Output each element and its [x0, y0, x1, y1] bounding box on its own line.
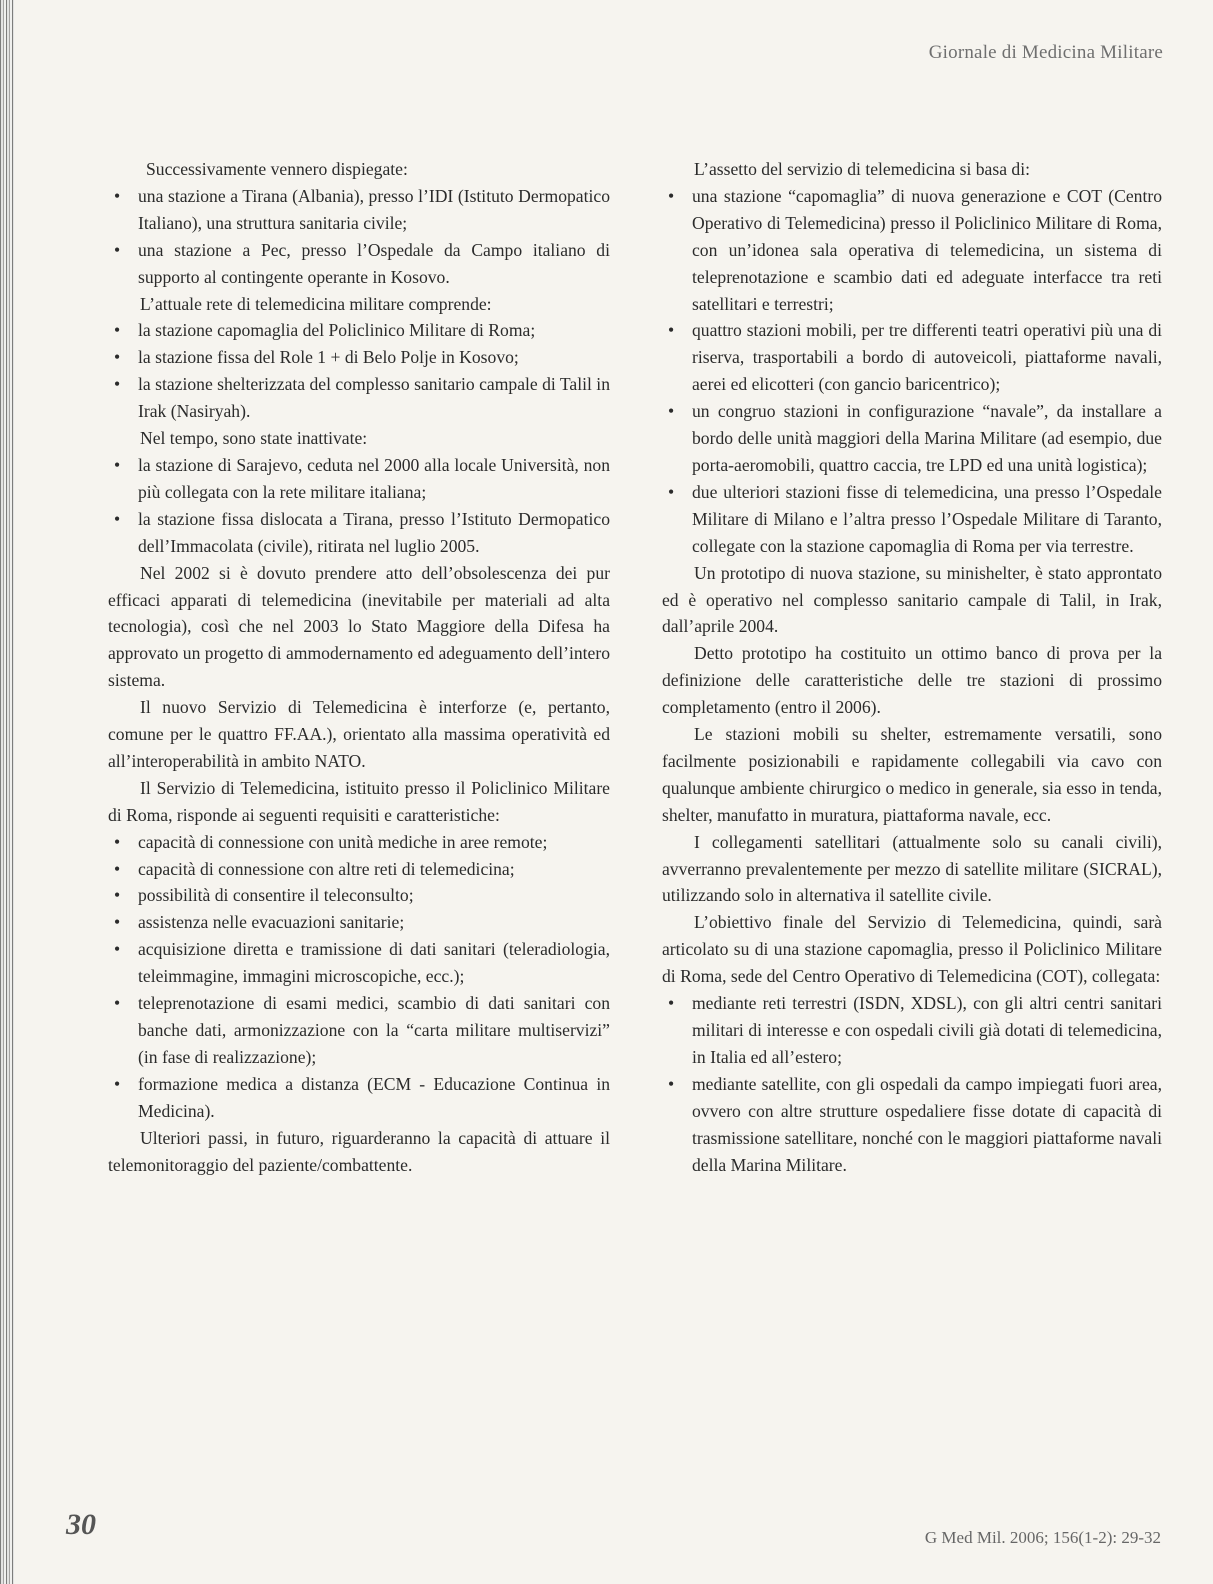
left-column	[108, 156, 610, 1178]
list-item: • una stazione a Pec, presso l’Ospedale da Campo italiano di supporto al contingente operante in Kosovo.	[108, 237, 610, 291]
list-item: • capacità di connessione con altre reti di telemedicina;	[108, 856, 610, 883]
page-binding-edge	[0, 0, 14, 1584]
paragraph: Un prototipo di nuova stazione, su minishelter, è stato approntato ed è operativo nel complesso sanitario campale di Talil, in Irak, dall’aprile 2004.	[662, 562, 1162, 637]
paragraph: Le stazioni mobili su shelter, estremamente versatili, sono facilmente posizionabili e rapidamente collegabili via cavo con qualunque ambiente chirurgico o medico in generale, sia esso in tenda, shelter, manufatto in muratura, piattaforma navale, ecc.	[662, 724, 1162, 825]
list-item: • la stazione fissa dislocata a Tirana, presso l’Istituto Dermopatico dell’Immacolata (civile), ritirata nel luglio 2005.	[108, 506, 610, 560]
list-item: • la stazione di Sarajevo, ceduta nel 2000 alla locale Università, non più collegata con la rete militare italiana;	[108, 452, 610, 506]
paragraph: Il nuovo Servizio di Telemedicina è interforze (e, pertanto, comune per le quattro FF.AA.), orientato alla massima operatività ed all’interoperabilità in ambito NATO.	[108, 697, 610, 771]
journal-title: Giornale di Medicina Militare	[928, 42, 1163, 63]
list-item: • capacità di connessione con unità mediche in aree remote;	[108, 829, 610, 856]
list-item: • due ulteriori stazioni fisse di telemedicina, una presso l’Ospedale Militare di Milano e l’altra presso l’Ospedale Militare di Taranto, collegate con la stazione capomaglia di Roma per via terrestre.	[662, 479, 1162, 560]
list-item: • assistenza nelle evacuazioni sanitarie;	[108, 909, 610, 936]
list-item: • teleprenotazione di esami medici, scambio di dati sanitari con banche dati, armonizzazione con la “carta militare multiservizi” (in fase di realizzazione);	[108, 990, 610, 1071]
paragraph: Successivamente vennero dispiegate:	[146, 159, 408, 179]
list-item: • la stazione fissa del Role 1 + di Belo Polje in Kosovo;	[108, 344, 610, 371]
list-item: • mediante satellite, con gli ospedali da campo impiegati fuori area, ovvero con altre strutture ospedaliere fisse dotate di capacità di trasmissione satellitare, nonché con le maggiori piattaforme navali della Marina Militare.	[662, 1071, 1162, 1179]
list-item: • formazione medica a distanza (ECM - Educazione Continua in Medicina).	[108, 1071, 610, 1125]
citation: G Med Mil. 2006; 156(1-2): 29-32	[924, 1528, 1161, 1547]
list-item: • un congruo stazioni in configurazione “navale”, da installare a bordo delle unità maggiori della Marina Militare (ad esempio, due porta-aeromobili, quattro caccia, tre LPD ed una unità logistica);	[662, 398, 1162, 479]
list-item: • quattro stazioni mobili, per tre differenti teatri operativi più una di riserva, trasportabili a bordo di autoveicoli, piattaforme navali, aerei ed elicotteri (con gancio baricentrico);	[662, 317, 1162, 398]
bullet-list	[108, 829, 610, 1125]
list-item: • la stazione shelterizzata del complesso sanitario campale di Talil in Irak (Nasiryah).	[108, 371, 610, 425]
page-number: 30	[66, 1508, 96, 1541]
paragraph: I collegamenti satellitari (attualmente solo su canali civili), avverranno prevalentemente per mezzo di satellite militare (SICRAL), utilizzando solo in alternativa il satellite civile.	[662, 831, 1162, 906]
paragraph: L’attuale rete di telemedicina militare comprende:	[140, 293, 492, 314]
paragraph: L’assetto del servizio di telemedicina si basa di:	[694, 159, 1030, 179]
right-column	[662, 156, 1162, 1178]
list-item: • una stazione “capomaglia” di nuova generazione e COT (Centro Operativo di Telemedicina) presso il Policlinico Militare di Roma, con un’idonea sala operativa di telemedicina, un sistema di teleprenotazione e scambio dati ed adeguate interfacce tra reti satellitari e terrestri;	[662, 183, 1162, 318]
paragraph: L’obiettivo finale del Servizio di Telemedicina, quindi, sarà articolato su di una stazione capomaglia, presso il Policlinico Militare di Roma, sede del Centro Operativo di Telemedicina (COT), collegata:	[662, 912, 1162, 987]
list-item: • la stazione capomaglia del Policlinico Militare di Roma;	[108, 317, 610, 344]
bullet-list	[108, 183, 610, 291]
bullet-list	[662, 990, 1162, 1178]
list-item: • possibilità di consentire il teleconsulto;	[108, 882, 610, 909]
list-item: • mediante reti terrestri (ISDN, XDSL), con gli altri centri sanitari militari di interesse e con ospedali civili già dotati di telemedicina, in Italia ed all’estero;	[662, 990, 1162, 1071]
bullet-list	[662, 183, 1162, 560]
paragraph: Ulteriori passi, in futuro, riguarderanno la capacità di attuare il telemonitoraggio del paziente/combattente.	[108, 1127, 610, 1175]
list-item: • acquisizione diretta e tramissione di dati sanitari (teleradiologia, teleimmagine, immagini microscopiche, ecc.);	[108, 936, 610, 990]
paragraph: Detto prototipo ha costituito un ottimo banco di prova per la definizione delle caratteristiche delle tre stazioni di prossimo completamento (entro il 2006).	[662, 643, 1162, 718]
paragraph: Nel tempo, sono state inattivate:	[140, 428, 368, 449]
list-item: • una stazione a Tirana (Albania), presso l’IDI (Istituto Dermopatico Italiano), una struttura sanitaria civile;	[108, 183, 610, 237]
bullet-list	[108, 317, 610, 425]
bullet-list	[108, 452, 610, 560]
paragraph: Il Servizio di Telemedicina, istituito presso il Policlinico Militare di Roma, risponde ai seguenti requisiti e caratteristiche:	[108, 777, 610, 825]
paragraph: Nel 2002 si è dovuto prendere atto dell’obsolescenza dei pur efficaci apparati di telemedicina (inevitabile per materiali ad alta tecnologia), così che nel 2003 lo Stato Maggiore della Difesa ha approvato un progetto di ammodernamento ed adeguamento dell’intero sistema.	[108, 562, 610, 691]
